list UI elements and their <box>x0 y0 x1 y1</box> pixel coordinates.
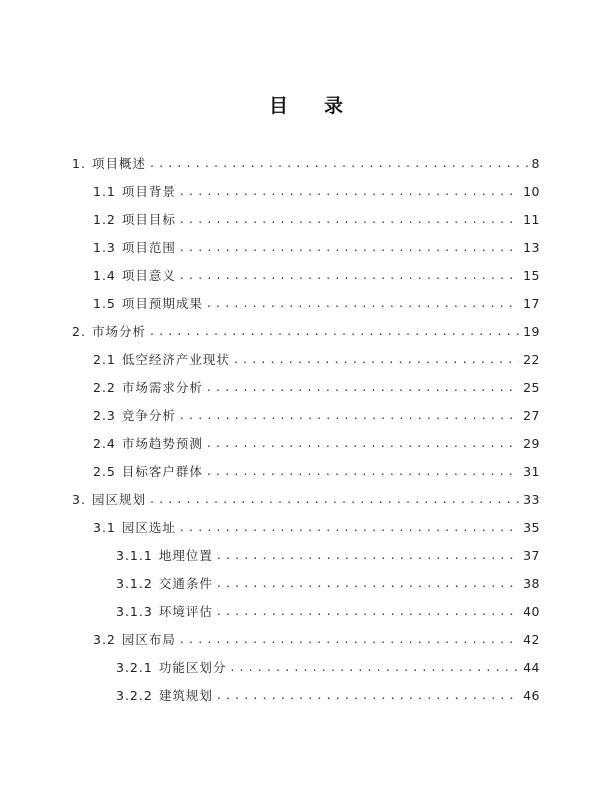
toc-entry[interactable] <box>93 294 540 312</box>
toc-entry-title: 项目范围 <box>121 240 176 255</box>
toc-entry-page: 25 <box>523 379 540 395</box>
toc-entry-title: 建筑规划 <box>158 688 213 703</box>
toc-entry-page: 35 <box>523 519 540 535</box>
toc-entry[interactable] <box>116 602 540 620</box>
toc-entry-title: 项目目标 <box>121 212 176 227</box>
toc-entry-number: 3.1 <box>93 519 116 535</box>
toc-dot-leader <box>180 266 519 284</box>
toc-entry-page: 46 <box>523 687 540 703</box>
toc-entry-number: 1.5 <box>93 295 116 311</box>
toc-entry-number: 2.3 <box>93 407 116 423</box>
toc-entry[interactable] <box>93 518 540 536</box>
toc-entry-title: 地理位置 <box>158 548 213 563</box>
toc-entry-number: 3.1.2 <box>116 575 153 591</box>
toc-entry-page: 44 <box>523 659 540 675</box>
toc-entry[interactable] <box>116 574 540 592</box>
toc-entry-number: 3. <box>72 491 86 507</box>
toc-entry-page: 29 <box>523 435 540 451</box>
toc-entry-title: 园区选址 <box>121 520 176 535</box>
toc-dot-leader <box>150 154 528 172</box>
toc-entry[interactable] <box>72 322 540 340</box>
toc-dot-leader <box>150 322 519 340</box>
toc-entry-number: 2. <box>72 323 86 339</box>
toc-entry-title: 交通条件 <box>158 576 213 591</box>
toc-entry-title: 市场需求分析 <box>121 380 203 395</box>
toc-entry-page: 17 <box>523 295 540 311</box>
toc-entry[interactable] <box>93 182 540 200</box>
toc-dot-leader <box>230 658 519 676</box>
toc-entry-number: 3.1.3 <box>116 603 153 619</box>
toc-dot-leader <box>180 406 519 424</box>
toc-heading <box>0 90 612 118</box>
toc-entry-page: 10 <box>523 183 540 199</box>
toc-dot-leader <box>217 602 519 620</box>
toc-entry[interactable] <box>116 658 540 676</box>
toc-entry-number: 3.2.1 <box>116 659 153 675</box>
toc-entry-page: 40 <box>523 603 540 619</box>
toc-entry-title: 园区布局 <box>121 632 176 647</box>
toc-entry-number: 3.1.1 <box>116 547 153 563</box>
toc-entry[interactable] <box>93 210 540 228</box>
toc-entry-page: 11 <box>523 211 540 227</box>
toc-dot-leader <box>217 574 519 592</box>
toc-entry-number: 3.2 <box>93 631 116 647</box>
toc-entry[interactable] <box>72 490 540 508</box>
toc-entry-number: 2.1 <box>93 351 116 367</box>
toc-entry-title: 低空经济产业现状 <box>121 352 230 367</box>
toc-entry-title: 项目背景 <box>121 184 176 199</box>
toc-dot-leader <box>180 238 519 256</box>
toc-entry-number: 2.4 <box>93 435 116 451</box>
toc-entry-title: 市场趋势预测 <box>121 436 203 451</box>
toc-entry[interactable] <box>93 630 540 648</box>
toc-dot-leader <box>180 210 519 228</box>
toc-entry-title: 项目预期成果 <box>121 296 203 311</box>
toc-entry-page: 19 <box>523 323 540 339</box>
toc-entry[interactable] <box>116 546 540 564</box>
toc-dot-leader <box>207 378 519 396</box>
toc-entry-number: 1.2 <box>93 211 116 227</box>
toc-entry-number: 1.4 <box>93 267 116 283</box>
toc-entry-page: 37 <box>523 547 540 563</box>
toc-entry-number: 2.5 <box>93 463 116 479</box>
toc-entry-title: 园区规划 <box>91 492 146 507</box>
toc-dot-leader <box>207 462 519 480</box>
toc-entry[interactable] <box>93 434 540 452</box>
toc-entry-page: 31 <box>523 463 540 479</box>
toc-entry[interactable] <box>116 686 540 704</box>
toc-entry-title: 市场分析 <box>91 324 146 339</box>
toc-dot-leader <box>217 686 519 704</box>
toc-entry-page: 22 <box>523 351 540 367</box>
toc-entry-page: 42 <box>523 631 540 647</box>
toc-entry-title: 项目概述 <box>91 156 146 171</box>
toc-entry-number: 1.3 <box>93 239 116 255</box>
toc-entry[interactable] <box>72 154 540 172</box>
toc-entry[interactable] <box>93 406 540 424</box>
toc-dot-leader <box>150 490 519 508</box>
toc-dot-leader <box>217 546 519 564</box>
toc-entry-number: 2.2 <box>93 379 116 395</box>
toc-dot-leader <box>234 350 519 368</box>
toc-dot-leader <box>180 182 519 200</box>
toc-entry-page: 15 <box>523 267 540 283</box>
toc-entry-page: 38 <box>523 575 540 591</box>
toc-heading-first-char: 目 <box>268 94 288 117</box>
toc-dot-leader <box>180 518 519 536</box>
toc-entry-title: 竞争分析 <box>121 408 176 423</box>
toc-entry-title: 项目意义 <box>121 268 176 283</box>
toc-entry[interactable] <box>93 238 540 256</box>
toc-entry-page: 13 <box>523 239 540 255</box>
toc-entry[interactable] <box>93 350 540 368</box>
toc-entry-number: 3.2.2 <box>116 687 153 703</box>
toc-entry-page: 33 <box>523 491 540 507</box>
toc-entry-title: 功能区划分 <box>158 660 227 675</box>
toc-heading-second-char: 录 <box>324 94 344 117</box>
toc-entry-number: 1.1 <box>93 183 116 199</box>
toc-dot-leader <box>207 434 519 452</box>
toc-dot-leader <box>207 294 519 312</box>
toc-entry[interactable] <box>93 378 540 396</box>
toc-entry-number: 1. <box>72 155 86 171</box>
toc-entry-page: 27 <box>523 407 540 423</box>
toc-entry-page: 8 <box>531 155 540 171</box>
toc-entry[interactable] <box>93 266 540 284</box>
toc-entry-title: 环境评估 <box>158 604 213 619</box>
toc-dot-leader <box>180 630 519 648</box>
toc-entry-title: 目标客户群体 <box>121 464 203 479</box>
toc-entry[interactable] <box>93 462 540 480</box>
